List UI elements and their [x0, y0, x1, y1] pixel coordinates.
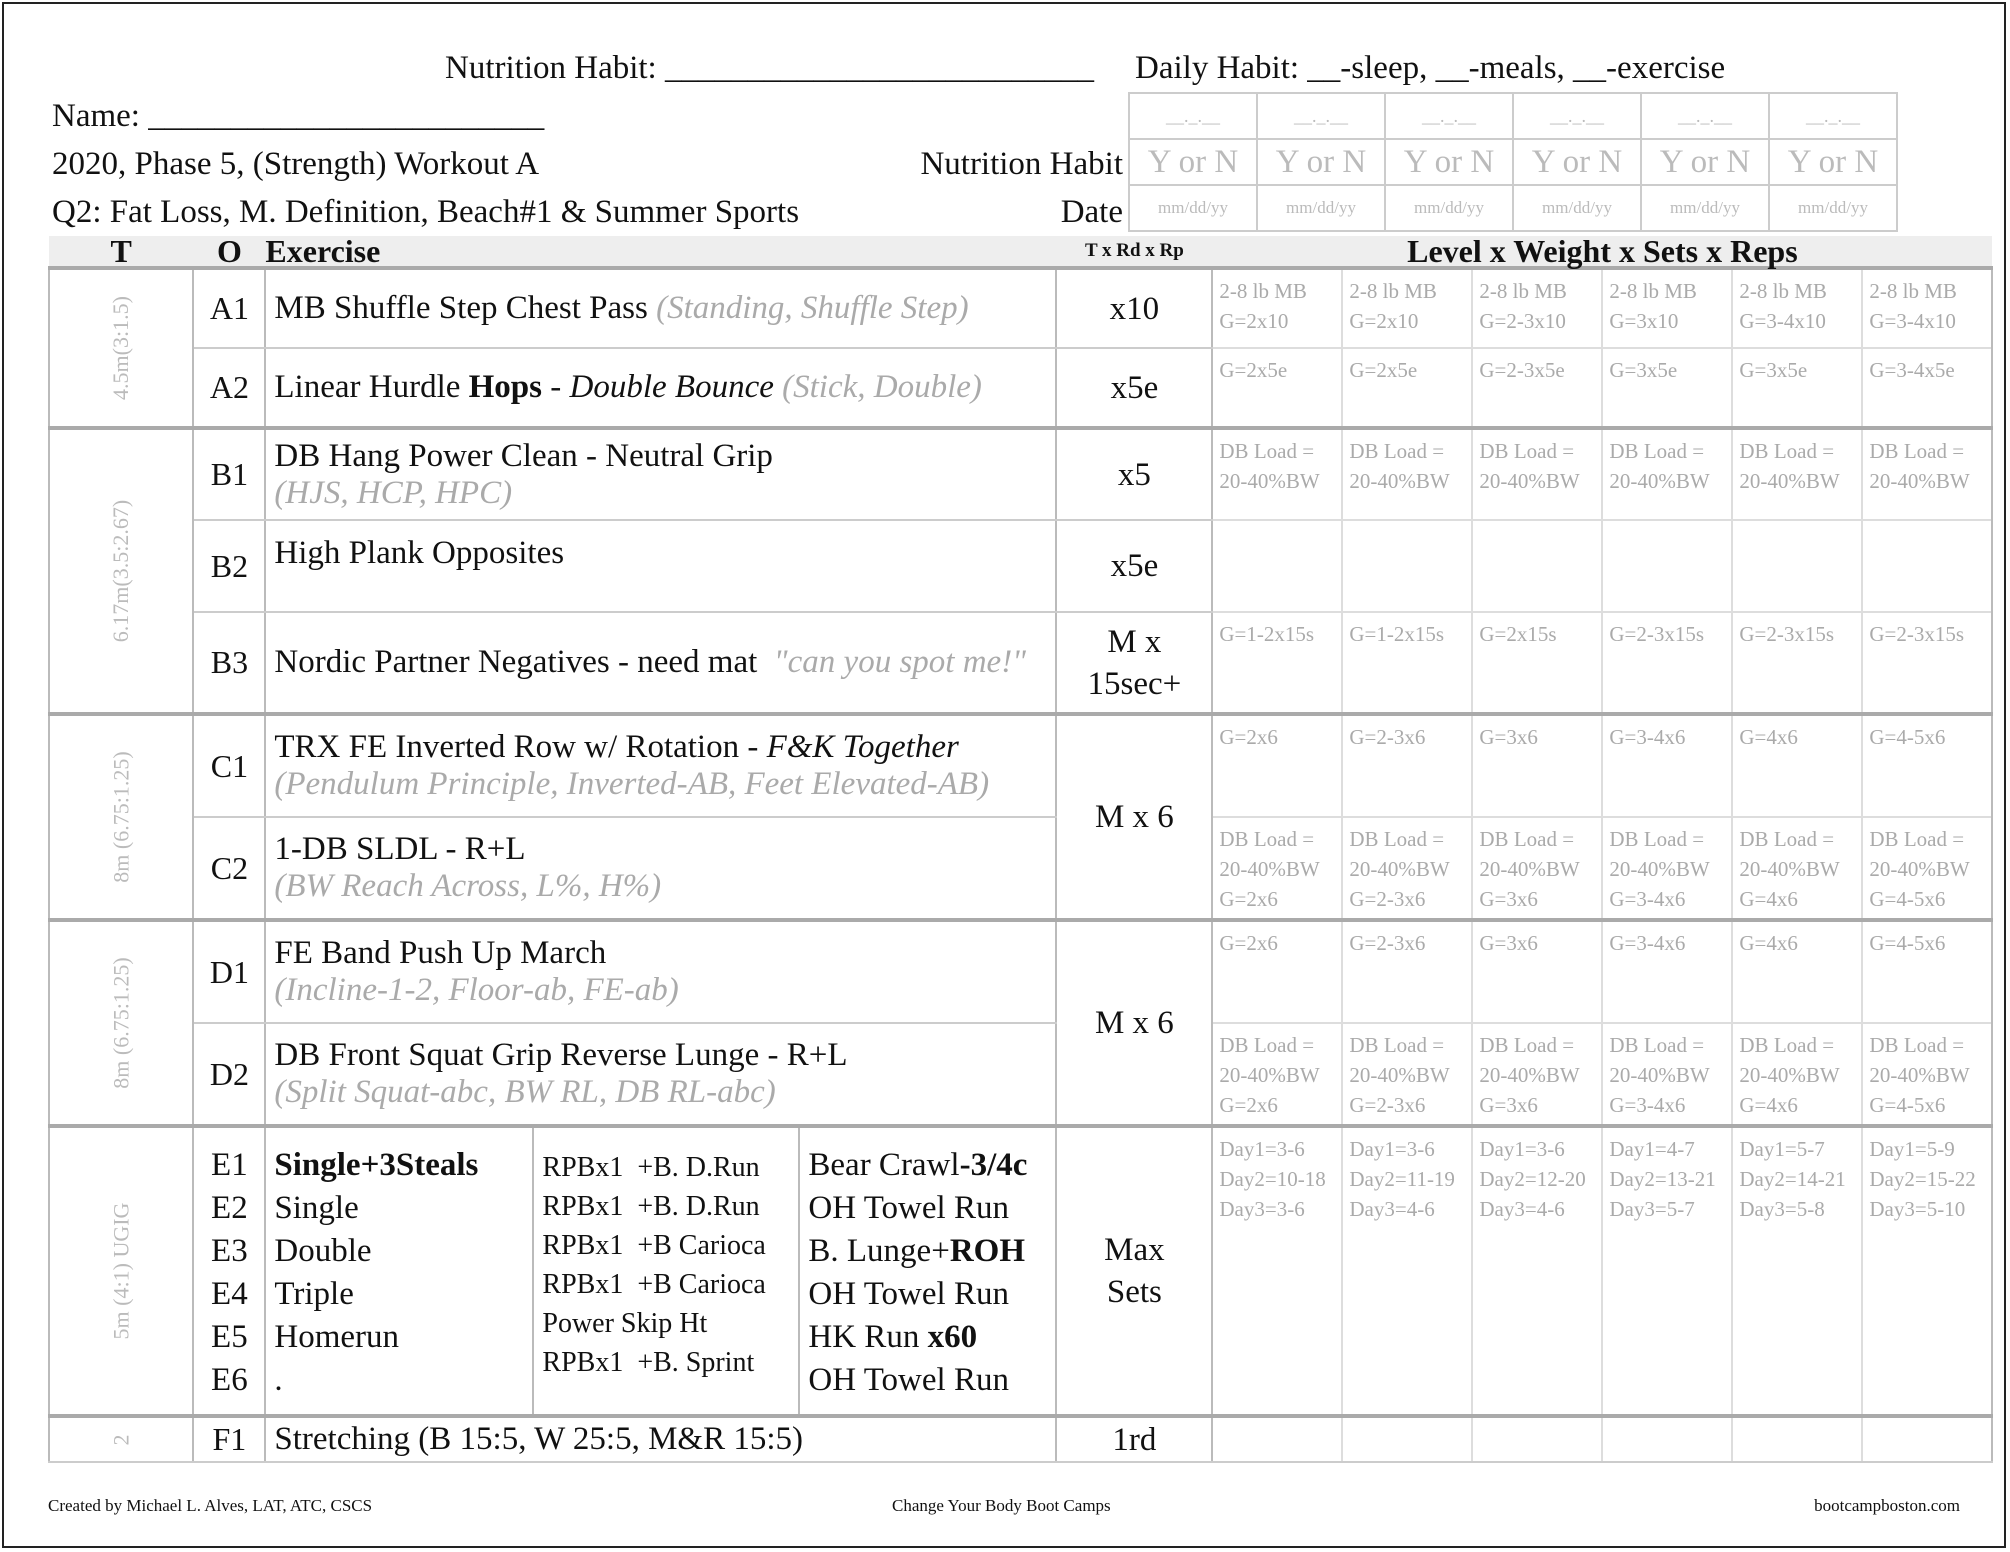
date-cell[interactable]: mm/dd/yy	[1641, 185, 1769, 231]
time-cell: 4.5m(3:1.5)	[49, 268, 193, 428]
level-cell[interactable]: 2-8 lb MB G=3-4x10	[1862, 268, 1992, 348]
level-cell[interactable]	[1732, 520, 1862, 612]
level-cell[interactable]	[1602, 1416, 1732, 1462]
level-cell[interactable]	[1862, 520, 1992, 612]
trp-cell: M x 6	[1056, 920, 1212, 1126]
col-o: O	[193, 236, 265, 268]
col-exercise: Exercise	[265, 236, 1056, 268]
table-row	[49, 920, 1992, 1023]
footer-brand: Change Your Body Boot Camps	[892, 1496, 1111, 1515]
drill-cell: RPBx1 +B. D.Run RPBx1 +B. D.Run RPBx1 +B Carioca RPBx1 +B Carioca Power Skip Ht RPBx1 +B. Sprint	[533, 1126, 799, 1416]
time-cell: 5m (4:1) UGIG	[49, 1126, 193, 1416]
level-cell[interactable]: Day1=3-6 Day2=10-18 Day3=3-6	[1212, 1126, 1342, 1416]
blank-cell[interactable]: __._.__	[1641, 93, 1769, 139]
blank-cell[interactable]: __._.__	[1385, 93, 1513, 139]
level-cell[interactable]	[1342, 1416, 1472, 1462]
level-cell[interactable]: DB Load = 20-40%BW G=3-4x6	[1602, 817, 1732, 920]
level-cell[interactable]: DB Load = 20-40%BW G=3-4x6	[1602, 1023, 1732, 1126]
level-cell[interactable]: DB Load = 20-40%BW G=3x6	[1472, 1023, 1602, 1126]
date-cell[interactable]: mm/dd/yy	[1769, 185, 1897, 231]
level-cell[interactable]: DB Load = 20-40%BW	[1602, 428, 1732, 520]
order-cell: C1	[193, 714, 265, 817]
level-cell[interactable]	[1472, 1416, 1602, 1462]
time-cell: 8m (6.75:1.25)	[49, 920, 193, 1126]
level-cell[interactable]: 2-8 lb MB G=3-4x10	[1732, 268, 1862, 348]
level-cell[interactable]: DB Load = 20-40%BW	[1342, 428, 1472, 520]
daily-habit-line: Daily Habit: __-sleep, __-meals, __-exercise	[1135, 50, 1726, 86]
exercise-cell: DB Front Squat Grip Reverse Lunge - R+L (Split Squat-abc, BW RL, DB RL-abc)	[265, 1023, 1056, 1126]
table-row	[49, 348, 1992, 428]
date-cell[interactable]: mm/dd/yy	[1257, 185, 1385, 231]
exercise-cell: Nordic Partner Negatives - need mat "can you spot me!"	[265, 612, 1056, 714]
exercise-cell: MB Shuffle Step Chest Pass (Standing, Shuffle Step)	[265, 268, 1056, 348]
name-line: Name: ________________________	[52, 98, 545, 134]
nutrition-habit-label: Nutrition Habit	[920, 146, 1123, 182]
level-cell[interactable]: G=1-2x15s	[1212, 612, 1342, 714]
col-level: Level x Weight x Sets x Reps	[1212, 236, 1992, 268]
level-cell[interactable]: DB Load = 20-40%BW G=3x6	[1472, 817, 1602, 920]
table-header	[49, 236, 1992, 268]
exercise-cell: Single+3Steals Single Double Triple Homerun .	[265, 1126, 533, 1416]
level-cell[interactable]: G=3-4x6	[1602, 920, 1732, 1023]
order-cell: F1	[193, 1416, 265, 1462]
trp-cell: 1rd	[1056, 1416, 1212, 1462]
time-cell: 2	[49, 1416, 193, 1462]
nutrition-yn-cell[interactable]: Y or N	[1641, 139, 1769, 185]
drill-cell: Bear Crawl-3/4c OH Towel Run B. Lunge+ROH OH Towel Run HK Run x60 OH Towel Run	[799, 1126, 1056, 1416]
level-cell[interactable]: DB Load = 20-40%BW G=4x6	[1732, 1023, 1862, 1126]
trp-cell: M x 6	[1056, 714, 1212, 920]
table-row	[49, 714, 1992, 817]
workout-table	[48, 233, 1993, 1463]
footer-credit: Created by Michael L. Alves, LAT, ATC, CSCS	[48, 1496, 373, 1515]
level-cell[interactable]: G=2-3x15s	[1602, 612, 1732, 714]
blank-cell[interactable]: __._.__	[1513, 93, 1641, 139]
trp-cell: x10	[1056, 268, 1212, 348]
level-cell[interactable]: DB Load = 20-40%BW G=4-5x6	[1862, 1023, 1992, 1126]
level-cell[interactable]: DB Load = 20-40%BW	[1732, 428, 1862, 520]
level-cell[interactable]: DB Load = 20-40%BW G=4x6	[1732, 817, 1862, 920]
level-cell[interactable]: 2-8 lb MB G=2x10	[1212, 268, 1342, 348]
exercise-cell: High Plank Opposites	[265, 520, 1056, 612]
trp-cell: x5e	[1056, 520, 1212, 612]
table-row	[49, 817, 1992, 920]
level-cell[interactable]: DB Load = 20-40%BW	[1862, 428, 1992, 520]
level-cell[interactable]: DB Load = 20-40%BW G=2x6	[1212, 1023, 1342, 1126]
level-cell[interactable]	[1212, 520, 1342, 612]
exercise-cell: DB Hang Power Clean - Neutral Grip (HJS, HCP, HPC)	[265, 428, 1056, 520]
date-cell[interactable]: mm/dd/yy	[1513, 185, 1641, 231]
level-cell[interactable]: G=4-5x6	[1862, 714, 1992, 817]
level-cell[interactable]: DB Load = 20-40%BW G=4-5x6	[1862, 817, 1992, 920]
program-title: 2020, Phase 5, (Strength) Workout A	[52, 146, 540, 182]
level-cell[interactable]: G=2-3x6	[1342, 920, 1472, 1023]
level-cell[interactable]: G=3x5e	[1732, 348, 1862, 428]
order-cell: D2	[193, 1023, 265, 1126]
level-cell[interactable]: DB Load = 20-40%BW	[1212, 428, 1342, 520]
order-cell: E1 E2 E3 E4 E5 E6	[193, 1126, 265, 1416]
exercise-cell: TRX FE Inverted Row w/ Rotation - F&K Together (Pendulum Principle, Inverted-AB, Feet Elevated-AB)	[265, 714, 1056, 817]
level-cell[interactable]: G=2x6	[1212, 920, 1342, 1023]
tracking-grid	[1128, 92, 1898, 232]
level-cell[interactable]: DB Load = 20-40%BW	[1472, 428, 1602, 520]
nutrition-habit-line: Nutrition Habit: __________________________	[445, 50, 1094, 86]
footer-website: bootcampboston.com	[1814, 1496, 1960, 1515]
table-row	[49, 1416, 1992, 1462]
date-cell[interactable]: mm/dd/yy	[1385, 185, 1513, 231]
level-cell[interactable]: Day1=4-7 Day2=13-21 Day3=5-7	[1602, 1126, 1732, 1416]
level-cell[interactable]: G=4x6	[1732, 920, 1862, 1023]
col-trp: T x Rd x Rp	[1056, 236, 1212, 268]
order-cell: D1	[193, 920, 265, 1023]
order-cell: A1	[193, 268, 265, 348]
nutrition-yn-cell[interactable]: Y or N	[1129, 139, 1257, 185]
level-cell[interactable]: G=3x6	[1472, 714, 1602, 817]
nutrition-yn-cell[interactable]: Y or N	[1769, 139, 1897, 185]
date-cell[interactable]: mm/dd/yy	[1129, 185, 1257, 231]
level-cell[interactable]: G=2x5e	[1212, 348, 1342, 428]
level-cell[interactable]	[1212, 1416, 1342, 1462]
nutrition-yn-cell[interactable]: Y or N	[1513, 139, 1641, 185]
order-cell: C2	[193, 817, 265, 920]
level-cell[interactable]: G=1-2x15s	[1342, 612, 1472, 714]
level-cell[interactable]: G=3x6	[1472, 920, 1602, 1023]
level-cell[interactable]	[1342, 520, 1472, 612]
table-row	[49, 1126, 1992, 1416]
level-cell[interactable]: G=2x5e	[1342, 348, 1472, 428]
level-cell[interactable]: DB Load = 20-40%BW G=2x6	[1212, 817, 1342, 920]
trp-cell: Max Sets	[1056, 1126, 1212, 1416]
time-cell: 6.17m(3.5:2.67)	[49, 428, 193, 714]
level-cell[interactable]: Day1=3-6 Day2=11-19 Day3=4-6	[1342, 1126, 1472, 1416]
level-cell[interactable]	[1602, 520, 1732, 612]
order-cell: A2	[193, 348, 265, 428]
level-cell[interactable]: G=2-3x6	[1342, 714, 1472, 817]
level-cell[interactable]: G=2-3x15s	[1732, 612, 1862, 714]
level-cell[interactable]: Day1=5-7 Day2=14-21 Day3=5-8	[1732, 1126, 1862, 1416]
exercise-cell: Linear Hurdle Hops - Double Bounce (Stick, Double)	[265, 348, 1056, 428]
order-cell: B1	[193, 428, 265, 520]
table-row	[49, 520, 1992, 612]
level-cell[interactable]	[1862, 1416, 1992, 1462]
trp-cell: x5	[1056, 428, 1212, 520]
goals-line: Q2: Fat Loss, M. Definition, Beach#1 & Summer Sports	[52, 194, 800, 230]
date-label: Date	[1060, 194, 1123, 230]
level-cell[interactable]: G=2x15s	[1472, 612, 1602, 714]
level-cell[interactable]: G=3x5e	[1602, 348, 1732, 428]
table-row	[49, 1023, 1992, 1126]
level-cell[interactable]: G=2-3x5e	[1472, 348, 1602, 428]
nutrition-yn-cell[interactable]: Y or N	[1257, 139, 1385, 185]
table-row	[49, 612, 1992, 714]
level-cell[interactable]: Day1=3-6 Day2=12-20 Day3=4-6	[1472, 1126, 1602, 1416]
table-row	[49, 268, 1992, 348]
level-cell[interactable]	[1472, 520, 1602, 612]
level-cell[interactable]: DB Load = 20-40%BW G=2-3x6	[1342, 1023, 1472, 1126]
col-t: T	[49, 236, 193, 268]
level-cell[interactable]: G=4x6	[1732, 714, 1862, 817]
level-cell[interactable]: 2-8 lb MB G=2x10	[1342, 268, 1472, 348]
level-cell[interactable]: G=3-4x5e	[1862, 348, 1992, 428]
level-cell[interactable]: G=3-4x6	[1602, 714, 1732, 817]
exercise-cell: FE Band Push Up March (Incline-1-2, Floor-ab, FE-ab)	[265, 920, 1056, 1023]
time-cell: 8m (6.75:1.25)	[49, 714, 193, 920]
level-cell[interactable]	[1732, 1416, 1862, 1462]
level-cell[interactable]: G=2x6	[1212, 714, 1342, 817]
exercise-cell: 1-DB SLDL - R+L (BW Reach Across, L%, H%)	[265, 817, 1056, 920]
level-cell[interactable]: 2-8 lb MB G=3x10	[1602, 268, 1732, 348]
blank-cell[interactable]: __._.__	[1769, 93, 1897, 139]
trp-cell: x5e	[1056, 348, 1212, 428]
level-cell[interactable]: 2-8 lb MB G=2-3x10	[1472, 268, 1602, 348]
blank-cell[interactable]: __._.__	[1129, 93, 1257, 139]
order-cell: B3	[193, 612, 265, 714]
level-cell[interactable]: G=2-3x15s	[1862, 612, 1992, 714]
level-cell[interactable]: DB Load = 20-40%BW G=2-3x6	[1342, 817, 1472, 920]
nutrition-yn-cell[interactable]: Y or N	[1385, 139, 1513, 185]
blank-cell[interactable]: __._.__	[1257, 93, 1385, 139]
exercise-cell: Stretching (B 15:5, W 25:5, M&R 15:5)	[265, 1416, 1056, 1462]
order-cell: B2	[193, 520, 265, 612]
level-cell[interactable]: G=4-5x6	[1862, 920, 1992, 1023]
trp-cell: M x 15sec+	[1056, 612, 1212, 714]
level-cell[interactable]: Day1=5-9 Day2=15-22 Day3=5-10	[1862, 1126, 1992, 1416]
table-row	[49, 428, 1992, 520]
